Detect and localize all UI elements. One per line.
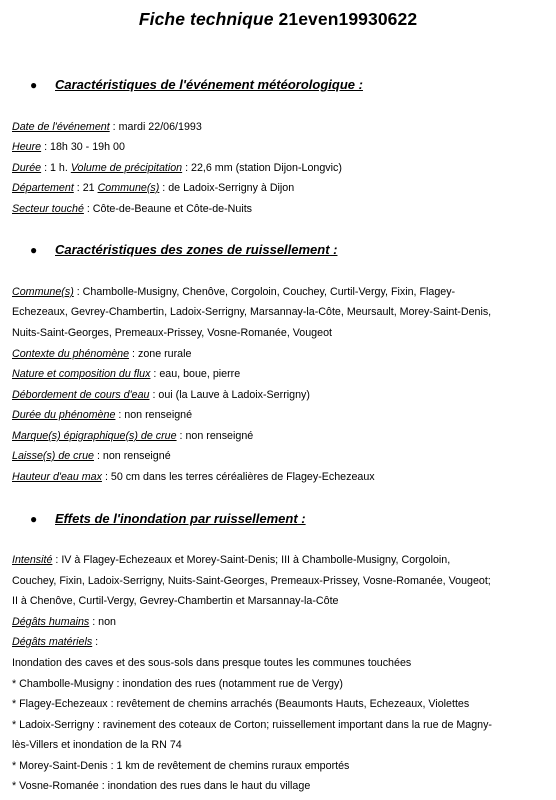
section-heading-zones [30, 242, 338, 257]
zones-communes-line [12, 306, 491, 319]
field-value: : Chambolle-Musigny, Chenôve, Corgoloin, Couchey, Curtil-Vergy, Fixin, Flagey- [73, 286, 456, 298]
field-value: : Côte-de-Beaune et Côte-de-Nuits [83, 203, 253, 215]
bullet-icon: ● [30, 78, 38, 92]
field-value: : zone rurale [129, 348, 192, 360]
field-label: Laisse(s) de crue [12, 450, 94, 462]
field-label: Date de l'événement [12, 121, 110, 133]
zones-overflow-line [12, 389, 310, 402]
field-label: Heure [12, 141, 42, 153]
effects-text-line: * Vosne-Romanée : inondation des rues dans le haut du village [12, 780, 311, 792]
field-value: Nuits-Saint-Georges, Premeaux-Prissey, Vosne-Romanée, Vougeot [12, 327, 332, 339]
section-heading-event [30, 77, 363, 92]
field-value: : non [89, 616, 116, 628]
zones-context-line [12, 348, 191, 361]
event-date-line [12, 121, 202, 134]
field-value: : non renseigné [115, 409, 193, 421]
event-sector-line [12, 203, 252, 216]
zones-marks-line [12, 430, 253, 443]
field-value: : mardi 22/06/1993 [109, 121, 202, 133]
effects-material-line [12, 636, 98, 649]
section-heading-effects [30, 511, 306, 526]
effects-text-line: * Flagey-Echezeaux : revêtement de chemins arrachés (Beaumonts Hauts, Echezeaux, Violettes [12, 698, 470, 710]
effects-intensity-line [12, 554, 450, 567]
field-label: Dégâts humains [12, 616, 90, 628]
field-value: II à Chenôve, Curtil-Vergy, Gevrey-Chambertin et Marsannay-la-Côte [12, 595, 339, 607]
bullet-icon: ● [30, 512, 38, 526]
field-label: Contexte du phénomène [12, 348, 130, 360]
field-label: Commune(s) [12, 286, 74, 298]
field-value: Echezeaux, Gevrey-Chambertin, Ladoix-Serrigny, Marsannay-la-Côte, Meursault, Morey-Saint-Denis, [12, 306, 492, 318]
field-value: : eau, boue, pierre [150, 368, 241, 380]
zones-flow-line [12, 368, 240, 381]
field-value: : 50 cm dans les terres céréalières de Flagey-Echezeaux [101, 471, 375, 483]
field-label: Durée [12, 162, 42, 174]
bullet-icon: ● [30, 243, 38, 257]
field-value: : non renseigné [93, 450, 171, 462]
field-value: Couchey, Fixin, Ladoix-Serrigny, Nuits-Saint-Georges, Premeaux-Prissey, Vosne-Romanée, Vougeot; [12, 575, 491, 587]
field-value: : 18h 30 - 19h 00 [41, 141, 125, 153]
field-label: Marque(s) épigraphique(s) de crue [12, 430, 177, 442]
field-value: : de Ladoix-Serrigny à Dijon [159, 182, 295, 194]
field-value: : IV à Flagey-Echezeaux et Morey-Saint-Denis; III à Chambolle-Musigny, Corgoloin, [52, 554, 451, 566]
field-value: : 21 [73, 182, 98, 194]
zones-communes-line [12, 327, 332, 340]
effects-text-line: Inondation des caves et des sous-sols dans presque toutes les communes touchées [12, 657, 412, 669]
field-value: : 1 h. [41, 162, 71, 174]
field-label: Hauteur d'eau max [12, 471, 102, 483]
field-label: Durée du phénomène [12, 409, 116, 421]
effects-text-line: * Chambolle-Musigny : inondation des rues (notamment rue de Vergy) [12, 678, 343, 690]
section-title: Effets de l'inondation par ruissellement : [55, 511, 306, 526]
field-label: Département [12, 182, 74, 194]
zones-communes-line [12, 286, 455, 299]
field-label: Dégâts matériels [12, 636, 93, 648]
section-title: Caractéristiques des zones de ruissellement : [55, 242, 338, 257]
page-title [0, 9, 556, 30]
effects-intensity-line [12, 575, 491, 588]
field-value: : [92, 636, 99, 648]
title-label: Fiche technique [138, 9, 279, 29]
effects-text-line: lès-Villers et inondation de la RN 74 [12, 739, 182, 751]
effects-human-line [12, 616, 116, 629]
field-value: : oui (la Lauve à Ladoix-Serrigny) [149, 389, 310, 401]
effects-text-line: * Morey-Saint-Denis : 1 km de revêtement de chemins ruraux emportés [12, 760, 350, 772]
field-label: Commune(s) [97, 182, 160, 194]
event-department-line [12, 182, 294, 195]
section-title: Caractéristiques de l'événement météorologique : [55, 77, 363, 92]
field-label: Nature et composition du flux [12, 368, 151, 380]
zones-duration-line [12, 409, 192, 422]
title-id: 21even19930622 [278, 9, 418, 29]
effects-intensity-line [12, 595, 339, 608]
field-value: : non renseigné [176, 430, 254, 442]
field-value: : 22,6 mm (station Dijon-Longvic) [182, 162, 342, 174]
field-label: Secteur touché [12, 203, 84, 215]
zones-laisse-line [12, 450, 171, 463]
field-label: Débordement de cours d'eau [12, 389, 150, 401]
event-duration-line [12, 162, 342, 175]
event-hour-line [12, 141, 125, 154]
effects-text-line: * Ladoix-Serrigny : ravinement des coteaux de Corton; ruissellement important dans la rue de Magny- [12, 719, 492, 731]
zones-height-line [12, 471, 375, 484]
field-label: Volume de précipitation [70, 162, 183, 174]
field-label: Intensité [12, 554, 53, 566]
